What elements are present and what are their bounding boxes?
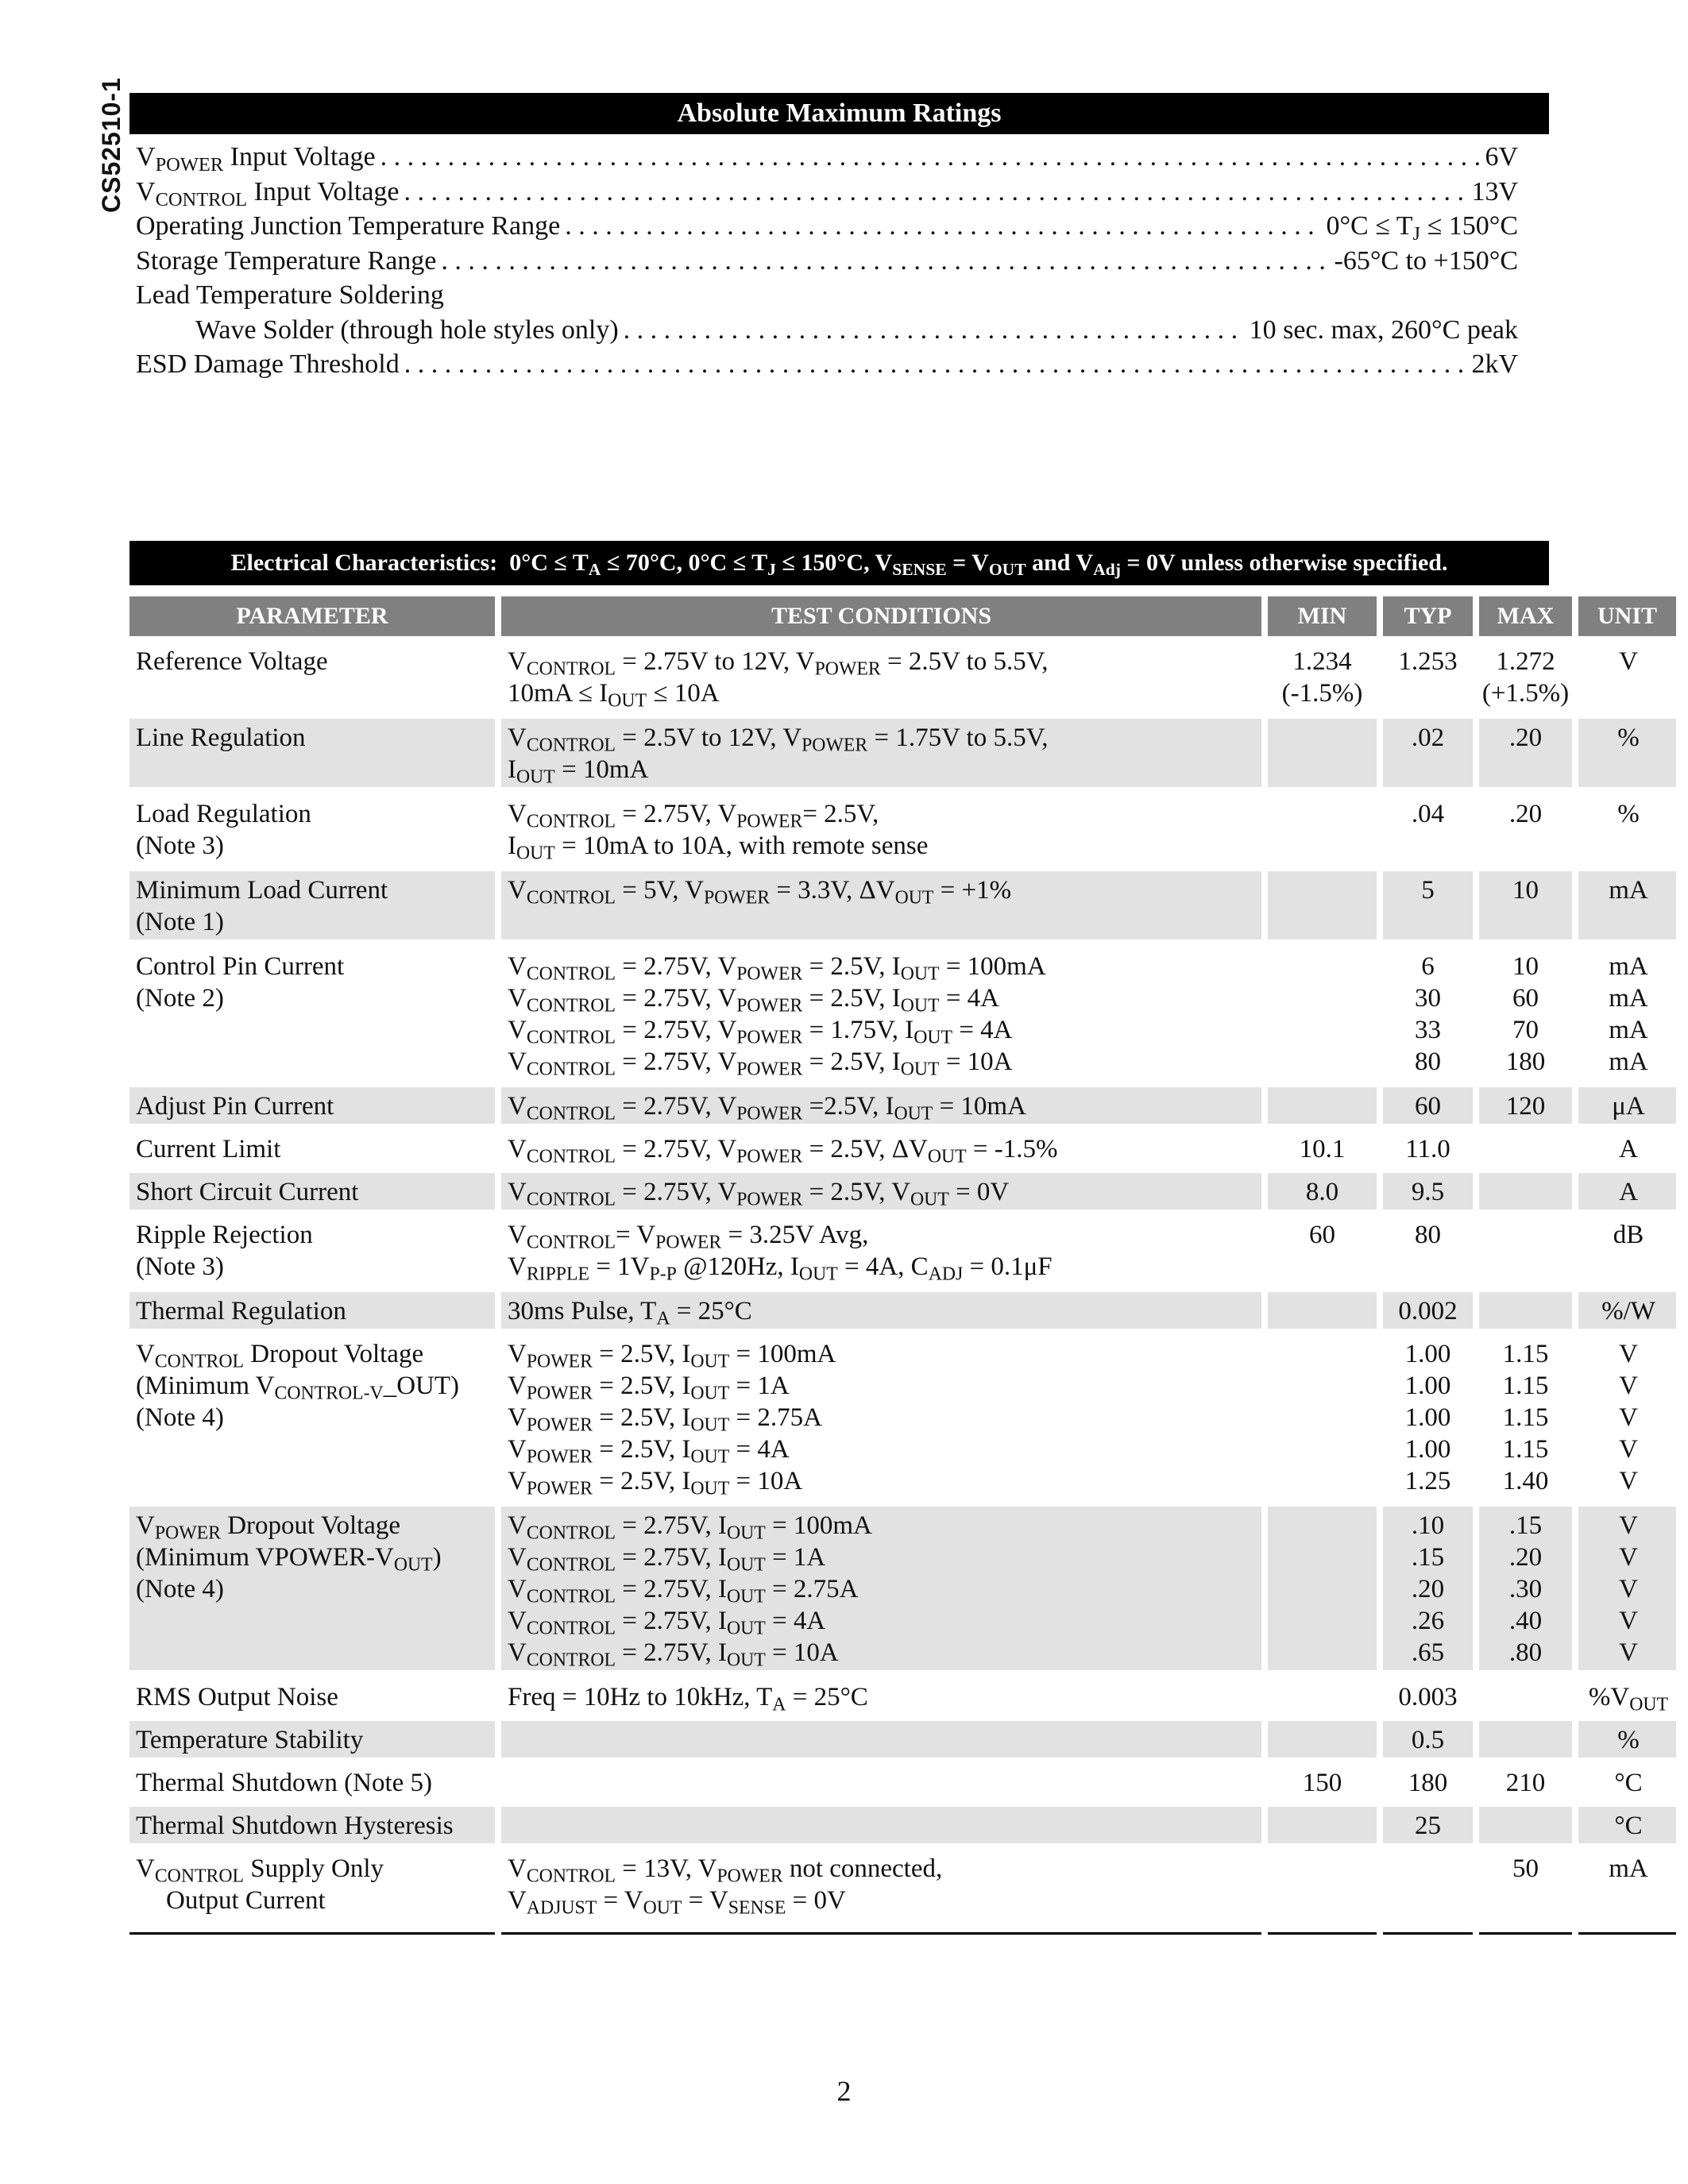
- ec-max-cell: 1.15: [1502, 1340, 1549, 1368]
- ec-cond-cell: $V_{CONTROL} = 2.75V$, $V_{POWER} = 1.75V$, $I_{OUT} = 4A$: [508, 1016, 1013, 1048]
- ec-cond-cell: $V_{CONTROL} = 2.75V$, $V_{POWER} = 2.5V$, $I_{OUT} = 10A$: [508, 1048, 1013, 1080]
- ec-typ-cell: .15: [1411, 1543, 1445, 1572]
- ec-param-cell: Temperature Stability: [136, 1726, 364, 1754]
- table-bottom-rule: [1268, 1932, 1377, 1935]
- ec-cond-cell: $V_{CONTROL} = 2.75V$, $I_{OUT} = 1A$: [508, 1543, 826, 1576]
- ec-param-cell: $V_{POWER}$ Dropout Voltage: [136, 1511, 401, 1544]
- ec-max-cell: .20: [1508, 723, 1543, 752]
- ec-unit-cell: V: [1619, 1607, 1638, 1635]
- amr-row: [136, 140, 1518, 175]
- ec-title: Electrical Characteristics: $0^\circ C \le T_A \le 70^\circ C$, $0^\circ C \le T_J \le 150^\circ C$, $V_{SENSE} = V_{OUT}$ and $V_{Adj} = 0V$ unless otherwise specified.: [129, 541, 1549, 585]
- ec-typ-cell: .65: [1411, 1638, 1445, 1667]
- ec-max-cell: .20: [1508, 800, 1543, 828]
- amr-leader-dots: [404, 347, 1467, 382]
- amr-title: Absolute Maximum Ratings: [129, 93, 1549, 134]
- ec-unit-cell: mA: [1609, 1016, 1648, 1044]
- ec-min-cell: 1.234: [1292, 647, 1352, 676]
- row-shade: [1479, 1721, 1572, 1758]
- ec-unit-cell: $\%V_{OUT}$: [1588, 1683, 1669, 1715]
- ec-unit-cell: μA: [1612, 1092, 1645, 1121]
- row-shade: [1268, 719, 1377, 787]
- amr-row: [136, 209, 1518, 244]
- ec-typ-cell: 1.00: [1404, 1435, 1451, 1464]
- ec-cond-cell: $V_{CONTROL} = 2.75V$, $V_{POWER} = 2.5V$, $\Delta V_{OUT} = -1.5\%$: [508, 1135, 1058, 1167]
- ec-cond-cell: $V_{POWER} = 2.5V$, $I_{OUT} = 10A$: [508, 1467, 803, 1499]
- amr-row: [136, 244, 1518, 279]
- ec-typ-cell: 1.25: [1404, 1467, 1451, 1495]
- ec-typ-cell: 60: [1415, 1092, 1441, 1121]
- ec-cond-cell: $V_{CONTROL} = 2.75V$, $I_{OUT} = 10A$: [508, 1638, 839, 1671]
- ec-param-cell: $V_{CONTROL}$ Dropout Voltage: [136, 1340, 424, 1372]
- ec-unit-cell: mA: [1609, 1854, 1648, 1883]
- ec-cond-cell: $V_{CONTROL} = 2.5V$ to 12V, $V_{POWER} = 1.75V$ to 5.5V,: [508, 723, 1049, 756]
- ec-max-cell: 120: [1505, 1092, 1546, 1121]
- ec-max-cell: 1.15: [1502, 1435, 1549, 1464]
- ec-unit-cell: V: [1619, 1511, 1638, 1540]
- ec-max-cell: .40: [1508, 1607, 1543, 1635]
- ec-max-cell: 50: [1512, 1854, 1539, 1883]
- ec-unit-cell: %: [1617, 723, 1640, 752]
- ec-typ-cell: 0.5: [1411, 1726, 1445, 1754]
- ec-typ-cell: 1.253: [1398, 647, 1458, 676]
- ec-cond-cell: $V_{POWER} = 2.5V$, $I_{OUT} = 4A$: [508, 1435, 790, 1468]
- ec-cond-cell: $V_{CONTROL} = 5V$, $V_{POWER} = 3.3V$, $\Delta V_{OUT} = +1\%$: [508, 876, 1012, 909]
- ec-cond-cell: $I_{OUT} = 10mA$ to 10A, with remote sense: [508, 832, 929, 864]
- ec-typ-cell: 11.0: [1405, 1135, 1450, 1163]
- ec-typ-cell: 6: [1421, 952, 1435, 981]
- ec-max-cell: 180: [1505, 1048, 1546, 1076]
- ec-max-cell: 10: [1512, 952, 1539, 981]
- amr-value: 10 sec. max, 260°C peak: [1249, 314, 1518, 345]
- ec-max-cell: 1.40: [1502, 1467, 1549, 1495]
- ec-unit-cell: V: [1619, 1372, 1638, 1400]
- ec-param-cell: (Note 3): [136, 1252, 224, 1281]
- ec-cond-cell: 30ms Pulse, $T_A = 25^\circ C$: [508, 1297, 752, 1329]
- amr-label: ESD Damage Threshold: [136, 349, 400, 379]
- ec-param-cell: $V_{CONTROL}$ Supply Only: [136, 1854, 384, 1887]
- ec-cond-cell: $V_{CONTROL} = 13V$, $V_{POWER}$ not connected,: [508, 1854, 943, 1887]
- ec-cond-cell: $V_{CONTROL} = 2.75V$, $I_{OUT} = 4A$: [508, 1607, 826, 1639]
- ec-unit-cell: V: [1619, 1543, 1638, 1572]
- amr-value: 13V: [1471, 176, 1518, 206]
- ec-unit-cell: %: [1617, 1726, 1640, 1754]
- amr-label: $V_{CONTROL}$ Input Voltage: [136, 176, 400, 210]
- amr-row: [136, 313, 1518, 348]
- ec-unit-cell: %: [1617, 800, 1640, 828]
- table-bottom-rule: [1383, 1932, 1473, 1935]
- table-bottom-rule: [501, 1932, 1261, 1935]
- ec-param-cell: Adjust Pin Current: [136, 1092, 334, 1121]
- ec-unit-cell: V: [1619, 1575, 1638, 1603]
- ec-cond-cell: $V_{CONTROL} = 2.75V$, $I_{OUT} = 2.75A$: [508, 1575, 859, 1607]
- ec-param-cell: Thermal Shutdown Hysteresis: [136, 1812, 454, 1840]
- ec-param-cell: RMS Output Noise: [136, 1683, 338, 1711]
- ec-max-cell: 210: [1505, 1769, 1546, 1797]
- ec-param-cell: Ripple Rejection: [136, 1221, 313, 1249]
- ec-typ-cell: 0.003: [1398, 1683, 1458, 1711]
- amr-leader-dots: [404, 175, 1467, 210]
- ec-param-cell: (Note 3): [136, 832, 224, 860]
- amr-label: Lead Temperature Soldering: [136, 280, 444, 310]
- ec-max-cell: .80: [1508, 1638, 1543, 1667]
- ec-max-cell: .30: [1508, 1575, 1543, 1603]
- table-bottom-rule: [1578, 1932, 1676, 1935]
- ec-unit-cell: mA: [1609, 1048, 1648, 1076]
- ec-cond-cell: $V_{POWER} = 2.5V$, $I_{OUT} = 100mA$: [508, 1340, 836, 1372]
- amr-leader-dots: [441, 244, 1329, 279]
- ec-cond-cell: $10mA \le I_{OUT} \le 10A$: [508, 679, 720, 712]
- ec-typ-cell: 0.002: [1398, 1297, 1458, 1325]
- ec-cond-cell: $V_{POWER} = 2.5V$, $I_{OUT} = 1A$: [508, 1372, 790, 1404]
- ec-header-test-conditions: TEST CONDITIONS: [501, 596, 1261, 636]
- ec-typ-cell: 30: [1415, 984, 1441, 1013]
- amr-row: [136, 278, 1518, 313]
- ec-max-cell: 1.272: [1496, 647, 1555, 676]
- amr-row: [136, 175, 1518, 210]
- ec-typ-cell: .20: [1411, 1575, 1445, 1603]
- ec-param-cell: Load Regulation: [136, 800, 311, 828]
- row-shade: [1268, 1721, 1377, 1758]
- page-number: 2: [836, 2075, 852, 2107]
- row-shade: [501, 1807, 1261, 1843]
- ec-header-unit: UNIT: [1578, 596, 1676, 636]
- ec-unit-cell: V: [1619, 647, 1638, 676]
- ec-param-cell: Thermal Regulation: [136, 1297, 346, 1325]
- ec-cond-cell: $V_{CONTROL}= V_{POWER} = 3.25V$ Avg,: [508, 1221, 869, 1253]
- ec-header-typ: TYP: [1383, 596, 1473, 636]
- ec-cond-cell: $V_{CONTROL} = 2.75V$, $V_{POWER} =2.5V$, $I_{OUT} = 10mA$: [508, 1092, 1026, 1125]
- ec-min-cell: 60: [1309, 1221, 1335, 1249]
- amr-row: [136, 347, 1518, 382]
- ec-typ-cell: .10: [1411, 1511, 1445, 1540]
- ec-header-min: MIN: [1268, 596, 1377, 636]
- amr-list: [136, 140, 1518, 382]
- ec-cond-cell: $V_{CONTROL} = 2.75V$, $I_{OUT} = 100mA$: [508, 1511, 872, 1544]
- ec-param-cell: (Note 1): [136, 908, 224, 936]
- ec-unit-cell: mA: [1609, 952, 1648, 981]
- ec-typ-cell: 80: [1415, 1221, 1441, 1249]
- ec-typ-cell: 9.5: [1411, 1178, 1445, 1206]
- row-shade: [1268, 1507, 1377, 1670]
- ec-unit-cell: A: [1619, 1135, 1638, 1163]
- ec-header-max: MAX: [1479, 596, 1572, 636]
- ec-typ-cell: 180: [1408, 1769, 1448, 1797]
- ec-max-cell: 1.15: [1502, 1403, 1549, 1432]
- ec-cond-cell: $V_{ADJUST} = V_{OUT} = V_{SENSE} = 0V$: [508, 1886, 846, 1919]
- amr-value: $0^\circ C \le T_J \le 150^\circ C$: [1326, 211, 1518, 245]
- ec-max-cell: 70: [1512, 1016, 1539, 1044]
- ec-typ-cell: 5: [1421, 876, 1435, 905]
- amr-label: Wave Solder (through hole styles only): [195, 314, 619, 345]
- ec-typ-cell: 33: [1415, 1016, 1441, 1044]
- ec-min-cell: 150: [1302, 1769, 1342, 1797]
- ec-unit-cell: %/W: [1601, 1297, 1655, 1325]
- amr-leader-dots: [565, 209, 1321, 244]
- ec-min-cell: 8.0: [1305, 1178, 1339, 1206]
- ec-max-cell: 10: [1512, 876, 1539, 905]
- ec-cond-cell: $V_{CONTROL} = 2.75V$ to 12V, $V_{POWER} = 2.5V$ to 5.5V,: [508, 647, 1049, 680]
- ec-unit-cell: dB: [1613, 1221, 1644, 1249]
- row-shade: [1479, 1173, 1572, 1210]
- ec-cond-cell: Freq = 10Hz to 10kHz, $T_A = 25^\circ C$: [508, 1683, 868, 1715]
- ec-max-cell: (+1.5%): [1481, 679, 1570, 708]
- row-shade: [1479, 1292, 1572, 1329]
- amr-label: Storage Temperature Range: [136, 245, 437, 276]
- ec-cond-cell: $V_{RIPPLE} = 1V_{P-P}$ @120Hz, $I_{OUT} = 4A$, $C_{ADJ} = 0.1\mu F$: [508, 1252, 1053, 1285]
- ec-min-cell: 10.1: [1299, 1135, 1346, 1163]
- ec-param-cell: Minimum Load Current: [136, 876, 388, 905]
- ec-unit-cell: V: [1619, 1435, 1638, 1464]
- ec-param-cell: Short Circuit Current: [136, 1178, 359, 1206]
- ec-param-cell: Output Current: [166, 1886, 326, 1915]
- amr-value: 2kV: [1471, 349, 1518, 379]
- amr-leader-dots: [380, 140, 1481, 175]
- ec-param-cell: Line Regulation: [136, 723, 306, 752]
- ec-param-cell: (Note 4): [136, 1575, 224, 1603]
- ec-typ-cell: 80: [1415, 1048, 1441, 1076]
- ec-cond-cell: $V_{CONTROL} = 2.75V$, $V_{POWER} = 2.5V$, $I_{OUT} = 4A$: [508, 984, 1000, 1017]
- ec-cond-cell: $I_{OUT} = 10mA$: [508, 755, 649, 788]
- ec-max-cell: 60: [1512, 984, 1539, 1013]
- ec-unit-cell: V: [1619, 1467, 1638, 1495]
- ec-unit-cell: °C: [1614, 1769, 1643, 1797]
- ec-unit-cell: mA: [1609, 876, 1648, 905]
- ec-param-cell: (Note 4): [136, 1403, 224, 1432]
- ec-unit-cell: V: [1619, 1340, 1638, 1368]
- ec-cond-cell: $V_{CONTROL} = 2.75V$, $V_{POWER}= 2.5V$,: [508, 800, 879, 832]
- ec-typ-cell: 1.00: [1404, 1372, 1451, 1400]
- ec-unit-cell: A: [1619, 1178, 1638, 1206]
- ec-typ-cell: .26: [1411, 1607, 1445, 1635]
- ec-cond-cell: $V_{CONTROL} = 2.75V$, $V_{POWER} = 2.5V$, $V_{OUT} = 0V$: [508, 1178, 1010, 1210]
- row-shade: [1479, 1807, 1572, 1843]
- table-bottom-rule: [129, 1932, 495, 1935]
- row-shade: [1268, 1087, 1377, 1124]
- ec-typ-cell: 1.00: [1404, 1403, 1451, 1432]
- ec-typ-cell: 25: [1415, 1812, 1441, 1840]
- ec-param-cell: (Note 2): [136, 984, 224, 1013]
- amr-leader-dots: [624, 313, 1245, 348]
- amr-label: $V_{POWER}$ Input Voltage: [136, 142, 376, 176]
- ec-typ-cell: .04: [1411, 800, 1445, 828]
- ec-typ-cell: 1.00: [1404, 1340, 1451, 1368]
- row-shade: [501, 1721, 1261, 1758]
- ec-typ-cell: .02: [1411, 723, 1445, 752]
- ec-unit-cell: V: [1619, 1638, 1638, 1667]
- row-shade: [1268, 871, 1377, 940]
- ec-header-parameter: PARAMETER: [129, 596, 495, 636]
- row-shade: [1268, 1807, 1377, 1843]
- ec-param-cell: Reference Voltage: [136, 647, 328, 676]
- ec-unit-cell: V: [1619, 1403, 1638, 1432]
- ec-param-cell: Thermal Shutdown (Note 5): [136, 1769, 433, 1797]
- ec-max-cell: .20: [1508, 1543, 1543, 1572]
- ec-unit-cell: °C: [1614, 1812, 1643, 1840]
- ec-max-cell: 1.15: [1502, 1372, 1549, 1400]
- ec-param-cell: Current Limit: [136, 1135, 281, 1163]
- ec-max-cell: .15: [1508, 1511, 1543, 1540]
- amr-value: -65°C to +150°C: [1334, 245, 1518, 276]
- ec-cond-cell: $V_{CONTROL} = 2.75V$, $V_{POWER} = 2.5V$, $I_{OUT} = 100mA$: [508, 952, 1046, 985]
- ec-min-cell: (-1.5%): [1281, 679, 1363, 708]
- ec-param-cell: (Minimum VPOWER-$V_{OUT}$): [136, 1543, 442, 1576]
- row-shade: [1268, 1292, 1377, 1329]
- amr-label: Operating Junction Temperature Range: [136, 211, 561, 241]
- ec-cond-cell: $V_{POWER} = 2.5V$, $I_{OUT} = 2.75A$: [508, 1403, 822, 1436]
- amr-value: 6V: [1485, 142, 1518, 172]
- ec-param-cell: Control Pin Current: [136, 952, 345, 981]
- table-bottom-rule: [1479, 1932, 1572, 1935]
- ec-unit-cell: mA: [1609, 984, 1648, 1013]
- ec-param-cell: (Minimum $V_{CONTROL-V}\_OUT$): [136, 1372, 460, 1404]
